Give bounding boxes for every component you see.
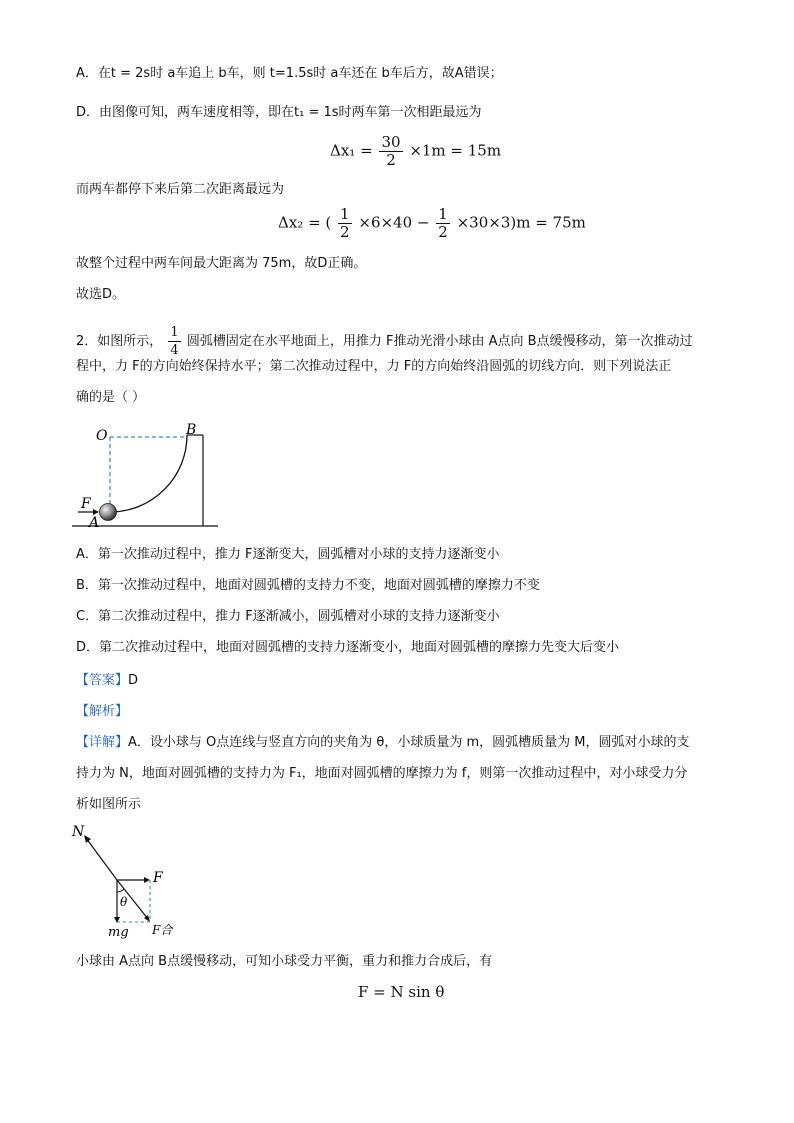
label-b: B [186,422,197,438]
detail-line-1 [76,733,690,753]
equation-dx1-rhs: ×1m = 15m [409,141,502,160]
force-f-arrowhead [144,877,150,883]
equation-dx2-lhs: Δx₂ = ( [278,213,332,232]
fraction-numerator: 30 [381,133,401,151]
equation-final: F = N sin θ [358,983,445,1001]
equation-dx2-mid: ×6×40 − [358,213,430,232]
option-d: D．第二次推动过程中，地面对圆弧槽的支持力逐渐变小，地面对圆弧槽的摩擦力先变大后变小 [76,640,620,655]
equation-dx1-lhs: Δx₁ = [330,141,373,160]
fraction-1-2-b [436,206,450,241]
text-line-a-wrong: A．在t = 2s时 a车追上 b车，则 t=1.5s时 a车还在 b车后方，故A错误； [76,66,503,81]
figure-force-diagram [66,822,186,942]
fraction-30-2 [379,134,402,169]
fraction-denominator: 2 [340,223,350,241]
question-text: 圆弧槽固定在水平地面上，用推力 F推动光滑小球由 A点向 B点缓慢移动，第一次推动过 [186,334,693,349]
fraction-numerator: 1 [438,205,448,223]
fraction-numerator: 1 [340,205,350,223]
text-line-slow: 小球由 A点向 B点缓慢移动，可知小球受力平衡，重力和推力合成后，有 [76,954,493,969]
detail-line-2: 持力为 N，地面对圆弧槽的支持力为 F₁，地面对圆弧槽的摩擦力为 f，则第一次推动过程中，对小球受力分 [76,766,688,781]
detail-tag: 【详解】 [76,735,129,750]
option-c: C．第二次推动过程中，推力 F逐渐减小，圆弧槽对小球的支持力逐渐变小 [76,609,500,624]
label-f-resultant: F合 [152,923,173,937]
answer-tag: 【答案】 [76,673,129,688]
text-line-d-intro: D．由图像可知，两车速度相等，即在t₁ = 1s时两车第一次相距最远为 [76,105,482,120]
fraction-denominator: 2 [438,223,448,241]
text-line-second: 而两车都停下来后第二次距离最远为 [76,182,285,197]
question-number: 2．如图所示， [76,334,163,349]
text-line-conclude: 故整个过程中两车间最大距离为 75m，故D正确。 [76,256,367,271]
fraction-1-2-a [338,206,352,241]
detail-text-1: A．设小球与 O点连线与竖直方向的夹角为 θ，小球质量为 m，圆弧槽质量为 M，圆弧对小球的支 [128,735,690,750]
equation-dx2-rhs: ×30×3)m = 75m [456,213,586,232]
force-n-line [86,838,117,880]
force-n-arrowhead [84,835,91,843]
option-b: B．第一次推动过程中，地面对圆弧槽的支持力不变，地面对圆弧槽的摩擦力不变 [76,578,540,593]
fraction-1-4 [168,324,180,359]
ball [100,504,117,521]
label-f: F [81,496,91,512]
label-n: N [72,824,85,840]
angle-arc [117,889,124,892]
label-o: O [96,428,108,444]
label-theta: θ [120,895,128,909]
question-2-line-2: 程中，力 F的方向始终保持水平；第二次推动过程中，力 F的方向始终沿圆弧的切线方向．则下列说法正 [76,359,672,374]
equation-dx1 [330,134,501,169]
question-2-line-3: 确的是（ ） [76,390,146,405]
answer-line [76,671,138,691]
detail-line-3: 析如图所示 [76,797,142,812]
text-line-choose: 故选D。 [76,287,126,302]
label-f: F [153,870,163,886]
analysis-line [76,702,128,722]
question-2-line-1 [76,324,693,359]
option-a: A．第一次推动过程中，推力 F逐渐变大，圆弧槽对小球的支持力逐渐变小 [76,547,500,562]
fraction-denominator: 4 [170,343,179,358]
fraction-numerator: 1 [170,325,179,340]
analysis-tag: 【解析】 [76,704,129,719]
fraction-denominator: 2 [386,151,396,169]
answer-value: D [128,673,139,688]
equation-dx2 [278,206,586,241]
label-mg: mg [108,925,129,940]
label-a: A [89,515,100,531]
figure-quarter-arc-track [70,420,220,532]
arc-track [110,435,187,512]
